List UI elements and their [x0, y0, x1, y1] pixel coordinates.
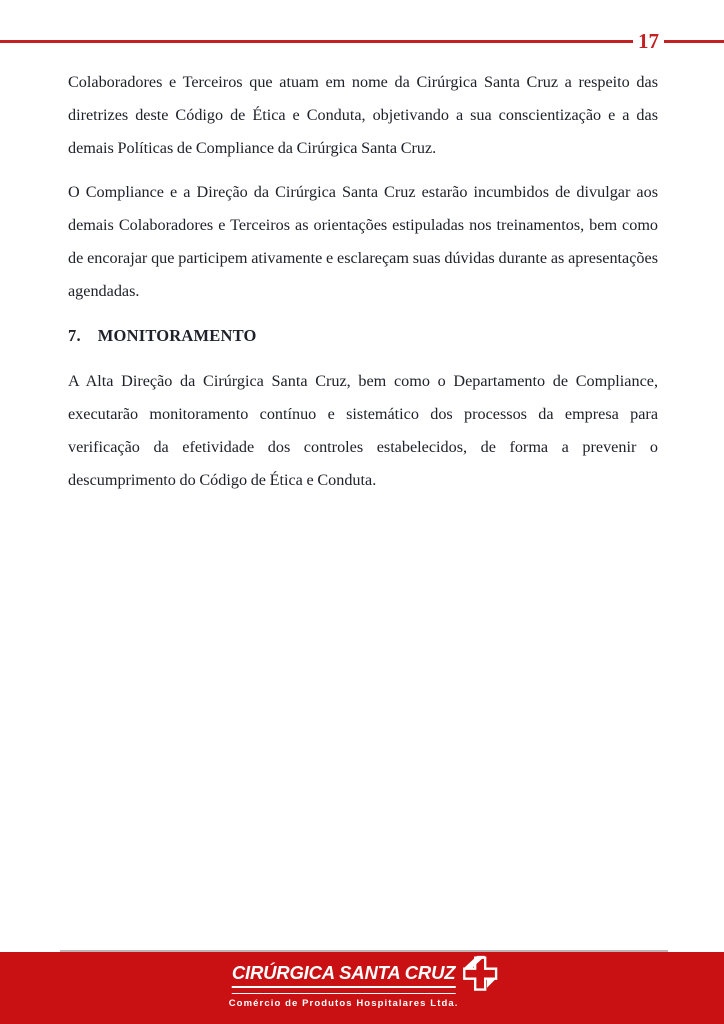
logo-underlines [232, 986, 455, 994]
section-heading-number: 7. [68, 326, 81, 345]
company-logo [229, 962, 459, 1009]
header-rule-right [664, 40, 724, 43]
paragraph-2: O Compliance e a Direção da Cirúrgica Santa Cruz estarão incumbidos de divulgar aos demais Colaboradores e Terceiros as orientações estipuladas nos treinamentos, bem como de encorajar que participem ativamente e esclareçam suas dúvidas durante as apresentações agendadas. [68, 183, 658, 300]
section-heading [68, 319, 658, 352]
header-rule [0, 29, 724, 53]
logo-subtitle: Comércio de Produtos Hospitalares Ltda. [228, 998, 459, 1009]
document-body [68, 66, 658, 508]
medical-cross-icon [459, 954, 499, 996]
paragraph-3: A Alta Direção da Cirúrgica Santa Cruz, bem como o Departamento de Compliance, executarão monitoramento contínuo e sistemático dos processos da empresa para verificação da efetividade dos controles estabelecidos, de forma a prevenir o descumprimento do Código de Ética e Conduta. [68, 372, 658, 489]
section-heading-title: MONITORAMENTO [97, 326, 257, 345]
header-rule-left [0, 40, 633, 43]
footer-bar [0, 952, 724, 1024]
page-number: 17 [638, 29, 659, 53]
logo-title: CIRÚRGICA SANTA CRUZ [231, 962, 456, 983]
paragraph-1: Colaboradores e Terceiros que atuam em nome da Cirúrgica Santa Cruz a respeito das diretrizes deste Código de Ética e Conduta, objetivando a sua conscientização e a das demais Políticas de Compliance da Cirúrgica Santa Cruz. [68, 73, 658, 157]
logo-row [232, 962, 455, 994]
